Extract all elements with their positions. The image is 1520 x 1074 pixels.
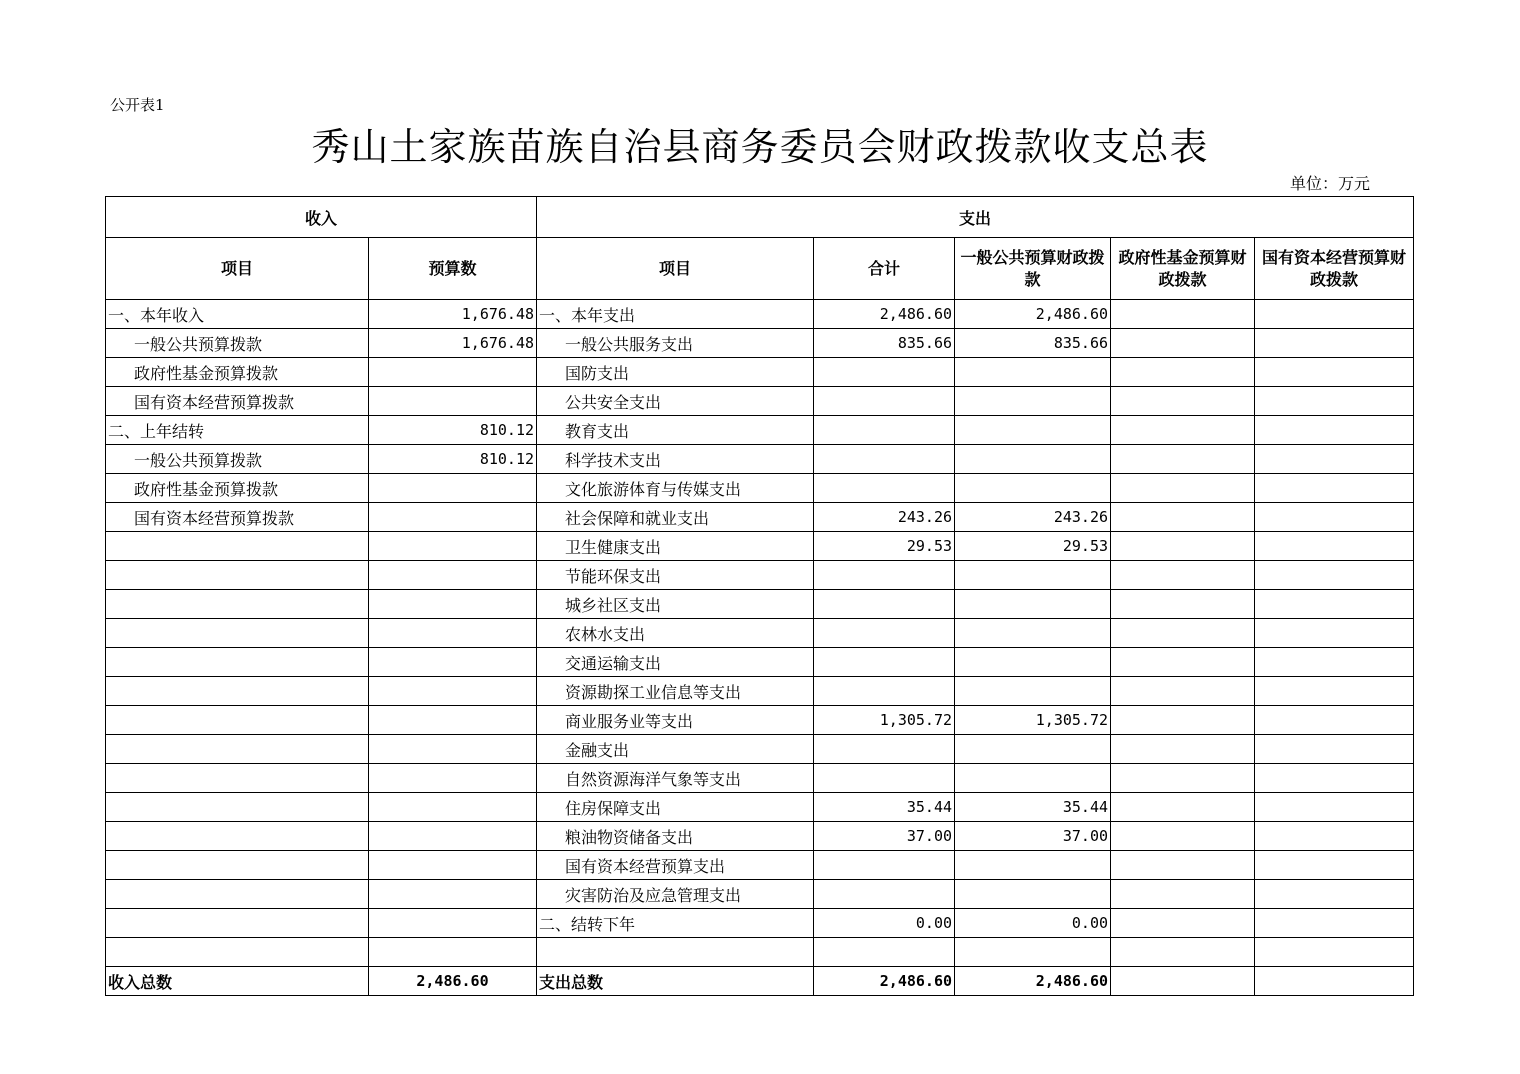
total-cell: 0.00 (814, 909, 955, 938)
state-capital-cell (1255, 445, 1414, 474)
general-budget-cell (955, 619, 1111, 648)
gov-fund-cell (1111, 735, 1255, 764)
general-budget-total: 2,486.60 (955, 967, 1111, 996)
expense-item-cell: 国防支出 (537, 358, 814, 387)
gov-fund-cell (1111, 387, 1255, 416)
expense-item-cell: 商业服务业等支出 (537, 706, 814, 735)
total-cell: 2,486.60 (814, 300, 955, 329)
total-cell (814, 619, 955, 648)
expense-item-cell: 节能环保支出 (537, 561, 814, 590)
state-capital-cell (1255, 503, 1414, 532)
state-capital-cell (1255, 590, 1414, 619)
table-row (106, 387, 1414, 416)
general-budget-cell (955, 648, 1111, 677)
total-cell (814, 416, 955, 445)
table-row (106, 561, 1414, 590)
table-row (106, 851, 1414, 880)
gov-fund-cell (1111, 503, 1255, 532)
general-budget-cell (955, 880, 1111, 909)
income-item-cell (106, 851, 369, 880)
general-budget-cell: 35.44 (955, 793, 1111, 822)
income-budget-cell (369, 590, 537, 619)
table-row (106, 793, 1414, 822)
gov-fund-header: 政府性基金预算财政拨款 (1111, 238, 1255, 300)
state-capital-cell (1255, 474, 1414, 503)
general-budget-cell (955, 387, 1111, 416)
gov-fund-cell (1111, 474, 1255, 503)
state-capital-cell (1255, 561, 1414, 590)
gov-fund-cell (1111, 619, 1255, 648)
general-budget-cell (955, 938, 1111, 967)
state-capital-cell (1255, 909, 1414, 938)
income-budget-cell (369, 474, 537, 503)
gov-fund-total (1111, 967, 1255, 996)
income-budget-cell (369, 561, 537, 590)
expense-item-cell: 一、本年支出 (537, 300, 814, 329)
income-item-cell (106, 706, 369, 735)
general-budget-cell (955, 590, 1111, 619)
income-item-cell: 二、上年结转 (106, 416, 369, 445)
table-row (106, 938, 1414, 967)
state-capital-cell (1255, 532, 1414, 561)
total-cell (814, 445, 955, 474)
income-budget-cell (369, 503, 537, 532)
gov-fund-cell (1111, 677, 1255, 706)
income-budget-cell (369, 764, 537, 793)
income-item-cell (106, 880, 369, 909)
general-budget-cell: 1,305.72 (955, 706, 1111, 735)
income-budget-cell: 1,676.48 (369, 300, 537, 329)
income-item-cell: 政府性基金预算拨款 (106, 358, 369, 387)
table-number: 公开表1 (110, 96, 165, 114)
income-budget-cell (369, 909, 537, 938)
income-item-cell (106, 561, 369, 590)
income-item-cell (106, 590, 369, 619)
state-capital-cell (1255, 300, 1414, 329)
income-budget-cell (369, 880, 537, 909)
general-budget-cell (955, 561, 1111, 590)
income-budget-cell (369, 387, 537, 416)
total-cell (814, 590, 955, 619)
expense-item-header: 项目 (537, 238, 814, 300)
income-budget-cell (369, 793, 537, 822)
table-row (106, 416, 1414, 445)
table-row (106, 706, 1414, 735)
general-budget-cell (955, 851, 1111, 880)
expense-item-cell: 一般公共服务支出 (537, 329, 814, 358)
expense-item-cell: 二、结转下年 (537, 909, 814, 938)
income-item-cell: 政府性基金预算拨款 (106, 474, 369, 503)
header-row-2 (106, 238, 1414, 300)
total-header: 合计 (814, 238, 955, 300)
total-cell (814, 764, 955, 793)
gov-fund-cell (1111, 445, 1255, 474)
income-budget-cell (369, 735, 537, 764)
state-capital-cell (1255, 938, 1414, 967)
expense-item-cell: 交通运输支出 (537, 648, 814, 677)
income-item-cell: 国有资本经营预算拨款 (106, 503, 369, 532)
general-budget-cell (955, 677, 1111, 706)
income-budget-cell: 1,676.48 (369, 329, 537, 358)
income-item-cell (106, 677, 369, 706)
state-capital-header: 国有资本经营预算财政拨款 (1255, 238, 1414, 300)
gov-fund-cell (1111, 590, 1255, 619)
gov-fund-cell (1111, 793, 1255, 822)
state-capital-cell (1255, 880, 1414, 909)
state-capital-cell (1255, 706, 1414, 735)
state-capital-cell (1255, 619, 1414, 648)
state-capital-cell (1255, 358, 1414, 387)
total-cell: 29.53 (814, 532, 955, 561)
general-budget-cell (955, 416, 1111, 445)
income-item-cell (106, 909, 369, 938)
income-item-cell: 国有资本经营预算拨款 (106, 387, 369, 416)
general-budget-cell (955, 474, 1111, 503)
state-capital-total (1255, 967, 1414, 996)
general-budget-header: 一般公共预算财政拨款 (955, 238, 1111, 300)
table-row (106, 590, 1414, 619)
income-budget-cell (369, 851, 537, 880)
gov-fund-cell (1111, 300, 1255, 329)
income-item-cell: 一、本年收入 (106, 300, 369, 329)
table-row (106, 300, 1414, 329)
table-row (106, 329, 1414, 358)
page-title: 秀山土家族苗族自治县商务委员会财政拨款收支总表 (311, 125, 1209, 169)
income-budget-cell: 810.12 (369, 445, 537, 474)
expense-item-cell: 农林水支出 (537, 619, 814, 648)
total-cell (814, 677, 955, 706)
state-capital-cell (1255, 329, 1414, 358)
general-budget-cell: 29.53 (955, 532, 1111, 561)
expense-item-cell: 金融支出 (537, 735, 814, 764)
totals-row (106, 967, 1414, 996)
gov-fund-cell (1111, 358, 1255, 387)
income-item-cell (106, 648, 369, 677)
expense-item-cell: 社会保障和就业支出 (537, 503, 814, 532)
state-capital-cell (1255, 735, 1414, 764)
expense-item-cell: 粮油物资储备支出 (537, 822, 814, 851)
unit-label: 单位：万元 (1290, 174, 1371, 193)
table-row (106, 358, 1414, 387)
income-budget-cell (369, 532, 537, 561)
income-item-cell (106, 793, 369, 822)
expense-header: 支出 (537, 197, 1414, 238)
total-cell: 1,305.72 (814, 706, 955, 735)
expense-item-cell: 灾害防治及应急管理支出 (537, 880, 814, 909)
table-row (106, 532, 1414, 561)
income-budget-cell (369, 706, 537, 735)
state-capital-cell (1255, 416, 1414, 445)
total-cell (814, 474, 955, 503)
state-capital-cell (1255, 677, 1414, 706)
income-budget-cell (369, 822, 537, 851)
general-budget-cell: 835.66 (955, 329, 1111, 358)
table-row (106, 619, 1414, 648)
table-row (106, 474, 1414, 503)
income-budget-cell (369, 358, 537, 387)
gov-fund-cell (1111, 909, 1255, 938)
income-total-value: 2,486.60 (369, 967, 537, 996)
expense-item-cell: 住房保障支出 (537, 793, 814, 822)
income-item-cell (106, 532, 369, 561)
state-capital-cell (1255, 764, 1414, 793)
table-row (106, 503, 1414, 532)
gov-fund-cell (1111, 561, 1255, 590)
general-budget-cell (955, 735, 1111, 764)
expense-item-cell: 科学技术支出 (537, 445, 814, 474)
total-cell (814, 938, 955, 967)
expense-item-cell: 文化旅游体育与传媒支出 (537, 474, 814, 503)
gov-fund-cell (1111, 822, 1255, 851)
table-row (106, 764, 1414, 793)
income-budget-cell (369, 648, 537, 677)
general-budget-cell: 37.00 (955, 822, 1111, 851)
income-item-header: 项目 (106, 238, 369, 300)
total-cell: 243.26 (814, 503, 955, 532)
income-item-cell: 一般公共预算拨款 (106, 329, 369, 358)
total-cell: 835.66 (814, 329, 955, 358)
table-row (106, 648, 1414, 677)
income-item-cell (106, 764, 369, 793)
income-budget-cell (369, 619, 537, 648)
state-capital-cell (1255, 793, 1414, 822)
income-item-cell (106, 619, 369, 648)
table-row (106, 880, 1414, 909)
table-row (106, 735, 1414, 764)
state-capital-cell (1255, 387, 1414, 416)
total-cell (814, 648, 955, 677)
income-header: 收入 (106, 197, 537, 238)
expense-item-cell: 国有资本经营预算支出 (537, 851, 814, 880)
expense-item-cell (537, 938, 814, 967)
gov-fund-cell (1111, 329, 1255, 358)
expense-item-cell: 卫生健康支出 (537, 532, 814, 561)
income-total-label: 收入总数 (106, 967, 369, 996)
income-budget-header: 预算数 (369, 238, 537, 300)
income-item-cell (106, 822, 369, 851)
total-cell (814, 880, 955, 909)
gov-fund-cell (1111, 648, 1255, 677)
income-budget-cell (369, 677, 537, 706)
state-capital-cell (1255, 648, 1414, 677)
table-row (106, 445, 1414, 474)
expense-total-value: 2,486.60 (814, 967, 955, 996)
general-budget-cell: 243.26 (955, 503, 1111, 532)
table-row (106, 909, 1414, 938)
expense-total-label: 支出总数 (537, 967, 814, 996)
table-row (106, 677, 1414, 706)
expense-item-cell: 公共安全支出 (537, 387, 814, 416)
total-cell: 37.00 (814, 822, 955, 851)
finance-table (105, 196, 1414, 996)
gov-fund-cell (1111, 880, 1255, 909)
gov-fund-cell (1111, 706, 1255, 735)
general-budget-cell: 0.00 (955, 909, 1111, 938)
expense-item-cell: 资源勘探工业信息等支出 (537, 677, 814, 706)
total-cell: 35.44 (814, 793, 955, 822)
state-capital-cell (1255, 851, 1414, 880)
general-budget-cell: 2,486.60 (955, 300, 1111, 329)
gov-fund-cell (1111, 416, 1255, 445)
income-budget-cell: 810.12 (369, 416, 537, 445)
total-cell (814, 561, 955, 590)
total-cell (814, 358, 955, 387)
income-item-cell (106, 938, 369, 967)
gov-fund-cell (1111, 851, 1255, 880)
general-budget-cell (955, 445, 1111, 474)
total-cell (814, 387, 955, 416)
table-row (106, 822, 1414, 851)
general-budget-cell (955, 764, 1111, 793)
state-capital-cell (1255, 822, 1414, 851)
income-budget-cell (369, 938, 537, 967)
general-budget-cell (955, 358, 1111, 387)
header-row-1 (106, 197, 1414, 238)
expense-item-cell: 城乡社区支出 (537, 590, 814, 619)
income-item-cell (106, 735, 369, 764)
expense-item-cell: 自然资源海洋气象等支出 (537, 764, 814, 793)
income-item-cell: 一般公共预算拨款 (106, 445, 369, 474)
gov-fund-cell (1111, 532, 1255, 561)
gov-fund-cell (1111, 938, 1255, 967)
total-cell (814, 851, 955, 880)
total-cell (814, 735, 955, 764)
expense-item-cell: 教育支出 (537, 416, 814, 445)
gov-fund-cell (1111, 764, 1255, 793)
